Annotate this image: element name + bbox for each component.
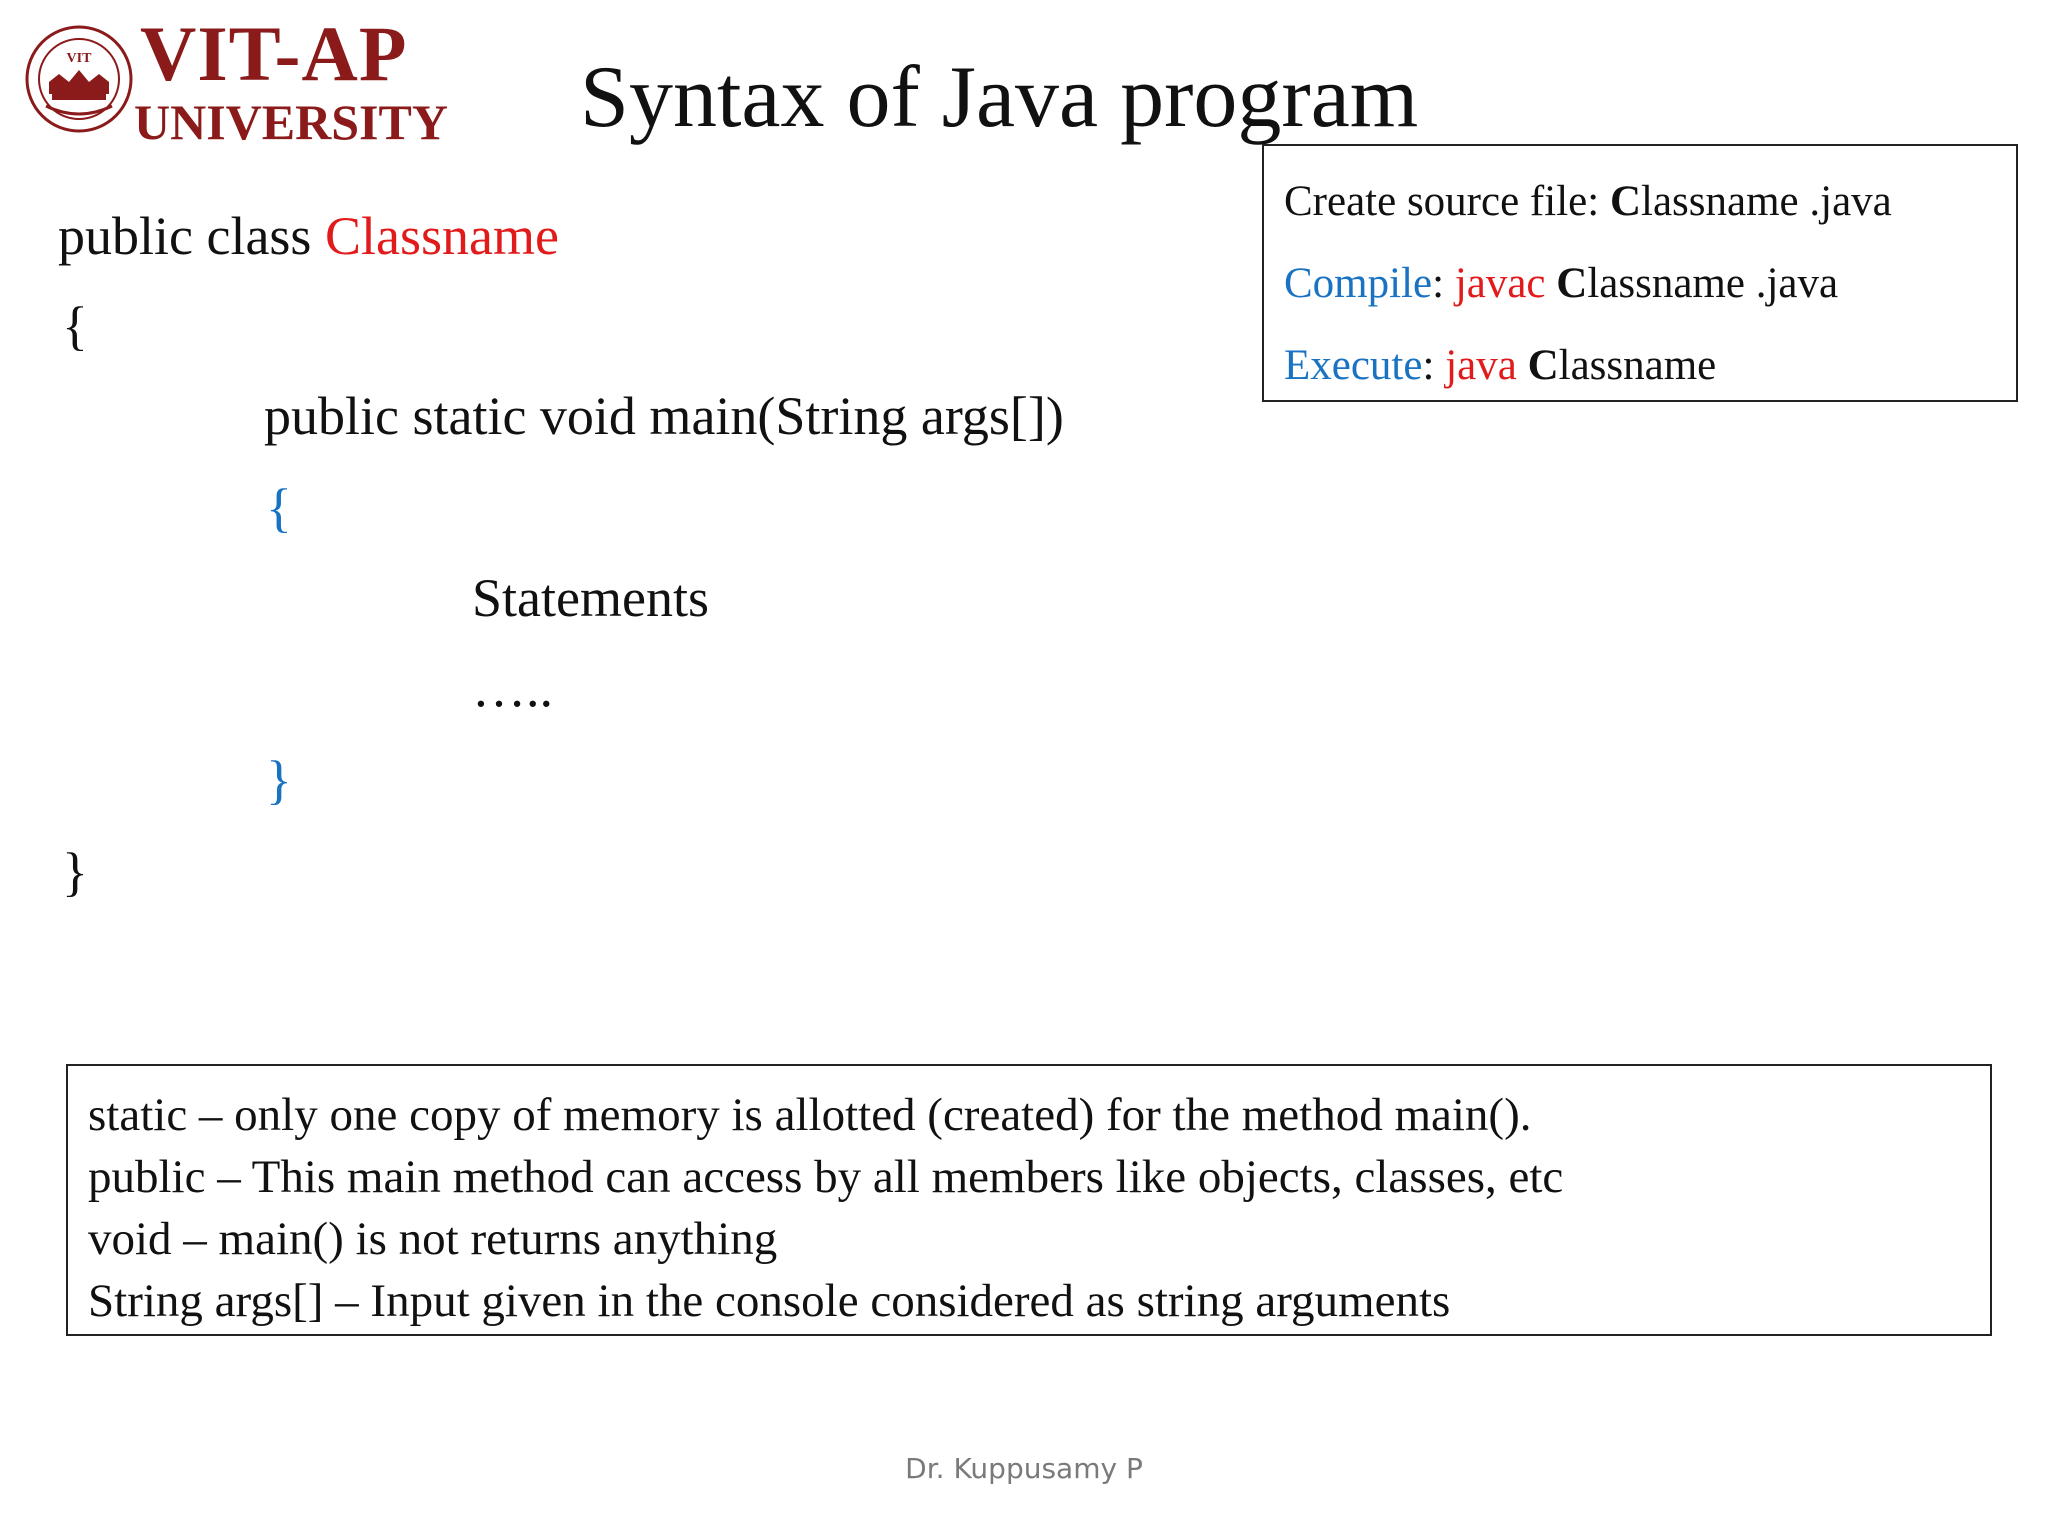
compile-classname-rest: lassname .java [1587, 260, 1839, 307]
keyword-notes-box [66, 1064, 1992, 1336]
logo-text-vit-ap: VIT-AP [140, 10, 408, 97]
code-open-brace-inner: { [266, 478, 292, 538]
university-seal-icon [24, 24, 134, 134]
create-classname-initial: C [1609, 178, 1641, 225]
note-void: void – main() is not returns anything [88, 1213, 778, 1265]
note-string-args: String args[] – Input given in the console considered as string arguments [88, 1275, 1451, 1327]
compile-classname-initial: C [1556, 260, 1588, 307]
logo-text-university: UNIVERSITY [134, 94, 448, 150]
slide-title: Syntax of Java program [580, 49, 1419, 146]
compile-line [1284, 260, 1838, 308]
compile-label: Compile [1284, 260, 1433, 307]
execute-colon: : [1422, 342, 1446, 389]
create-classname-rest: lassname .java [1641, 178, 1892, 225]
footer-author: Dr. Kuppusamy P [905, 1452, 1143, 1485]
commands-box [1262, 144, 2018, 402]
note-public: public – This main method can access by all members like objects, classes, etc [88, 1151, 1564, 1203]
compile-colon: : [1432, 260, 1455, 307]
code-classname: Classname [324, 206, 559, 266]
create-source-line [1284, 178, 1892, 226]
create-label: Create source file: [1284, 178, 1610, 225]
execute-space [1517, 342, 1528, 389]
code-close-brace-inner: } [266, 750, 292, 810]
code-ellipsis: ….. [472, 658, 553, 718]
note-static: static – only one copy of memory is allotted (created) for the method main(). [88, 1089, 1532, 1141]
code-class-declaration [58, 206, 559, 266]
compile-space [1546, 260, 1557, 307]
execute-classname-initial: C [1527, 342, 1559, 389]
compile-command: javac [1454, 260, 1546, 307]
code-open-brace-outer: { [62, 296, 88, 356]
execute-classname-rest: lassname [1558, 342, 1717, 389]
execute-command: java [1445, 342, 1517, 389]
execute-label: Execute [1284, 342, 1423, 389]
code-close-brace-outer: } [62, 842, 88, 902]
execute-line [1284, 342, 1716, 390]
code-class-keyword: public class [58, 206, 325, 266]
university-logo [24, 10, 448, 150]
seal-text: VIT [66, 51, 92, 66]
code-statements: Statements [472, 568, 709, 628]
code-main-signature: public static void main(String args[]) [264, 386, 1064, 446]
